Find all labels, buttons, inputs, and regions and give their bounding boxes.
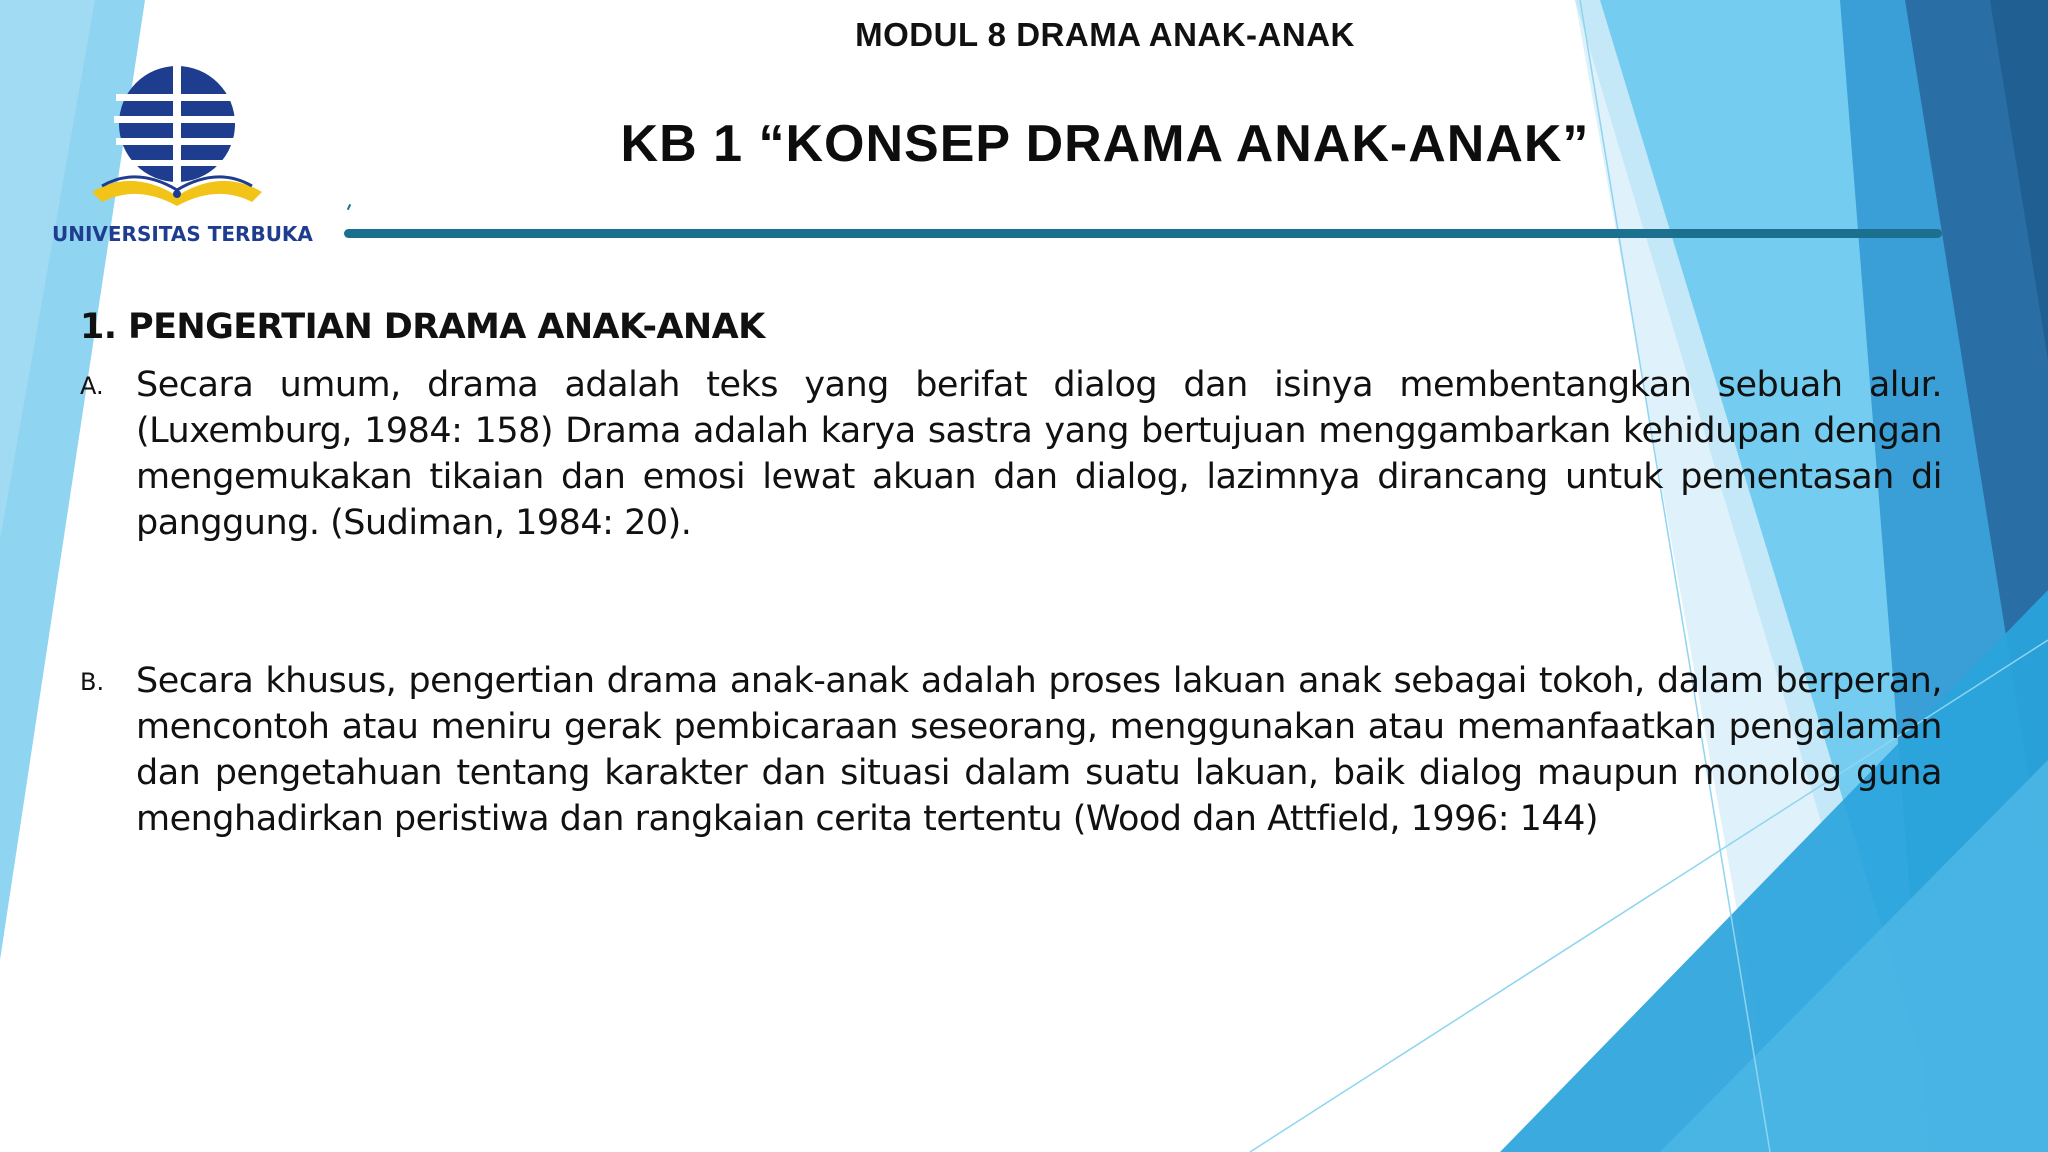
university-emblem-icon [52, 44, 302, 224]
list-item-b [80, 658, 1942, 842]
list-marker: B. [80, 668, 105, 696]
list-marker: A. [80, 372, 104, 400]
module-title: MODUL 8 DRAMA ANAK-ANAK [855, 16, 1355, 53]
list-item-text: Secara umum, drama adalah teks yang berifat dialog dan isinya membentangkan sebuah alur. (Luxemburg, 1984: 158) Drama adalah karya sastra yang bertujuan menggambarkan kehidupan dengan mengemukakan tikaian dan emosi lewat akuan dan dialog, lazimnya dirancang untuk pementasan di panggung. (Sudiman, 1984: 20). [136, 365, 1942, 543]
section-heading: 1. PENGERTIAN DRAMA ANAK-ANAK [80, 307, 765, 347]
university-name: UNIVERSITAS TERBUKA [52, 222, 313, 246]
list-item-text: Secara khusus, pengertian drama anak-anak adalah proses lakuan anak sebagai tokoh, dalam berperan, mencontoh atau meniru gerak pembicaraan seseorang, menggunakan atau memanfaatkan pengalaman dan pengetahuan tentang karakter dan situasi dalam suatu lakuan, baik dialog maupun monolog guna menghadirkan peristiwa dan rangkaian cerita tertentu (Wood dan Attfield, 1996: 144) [136, 661, 1942, 839]
university-logo [52, 44, 313, 254]
title-divider [344, 229, 1942, 238]
list-item-a [80, 362, 1942, 546]
page-title: KB 1 “KONSEP DRAMA ANAK-ANAK” [620, 115, 1590, 173]
content-body [80, 302, 1942, 842]
